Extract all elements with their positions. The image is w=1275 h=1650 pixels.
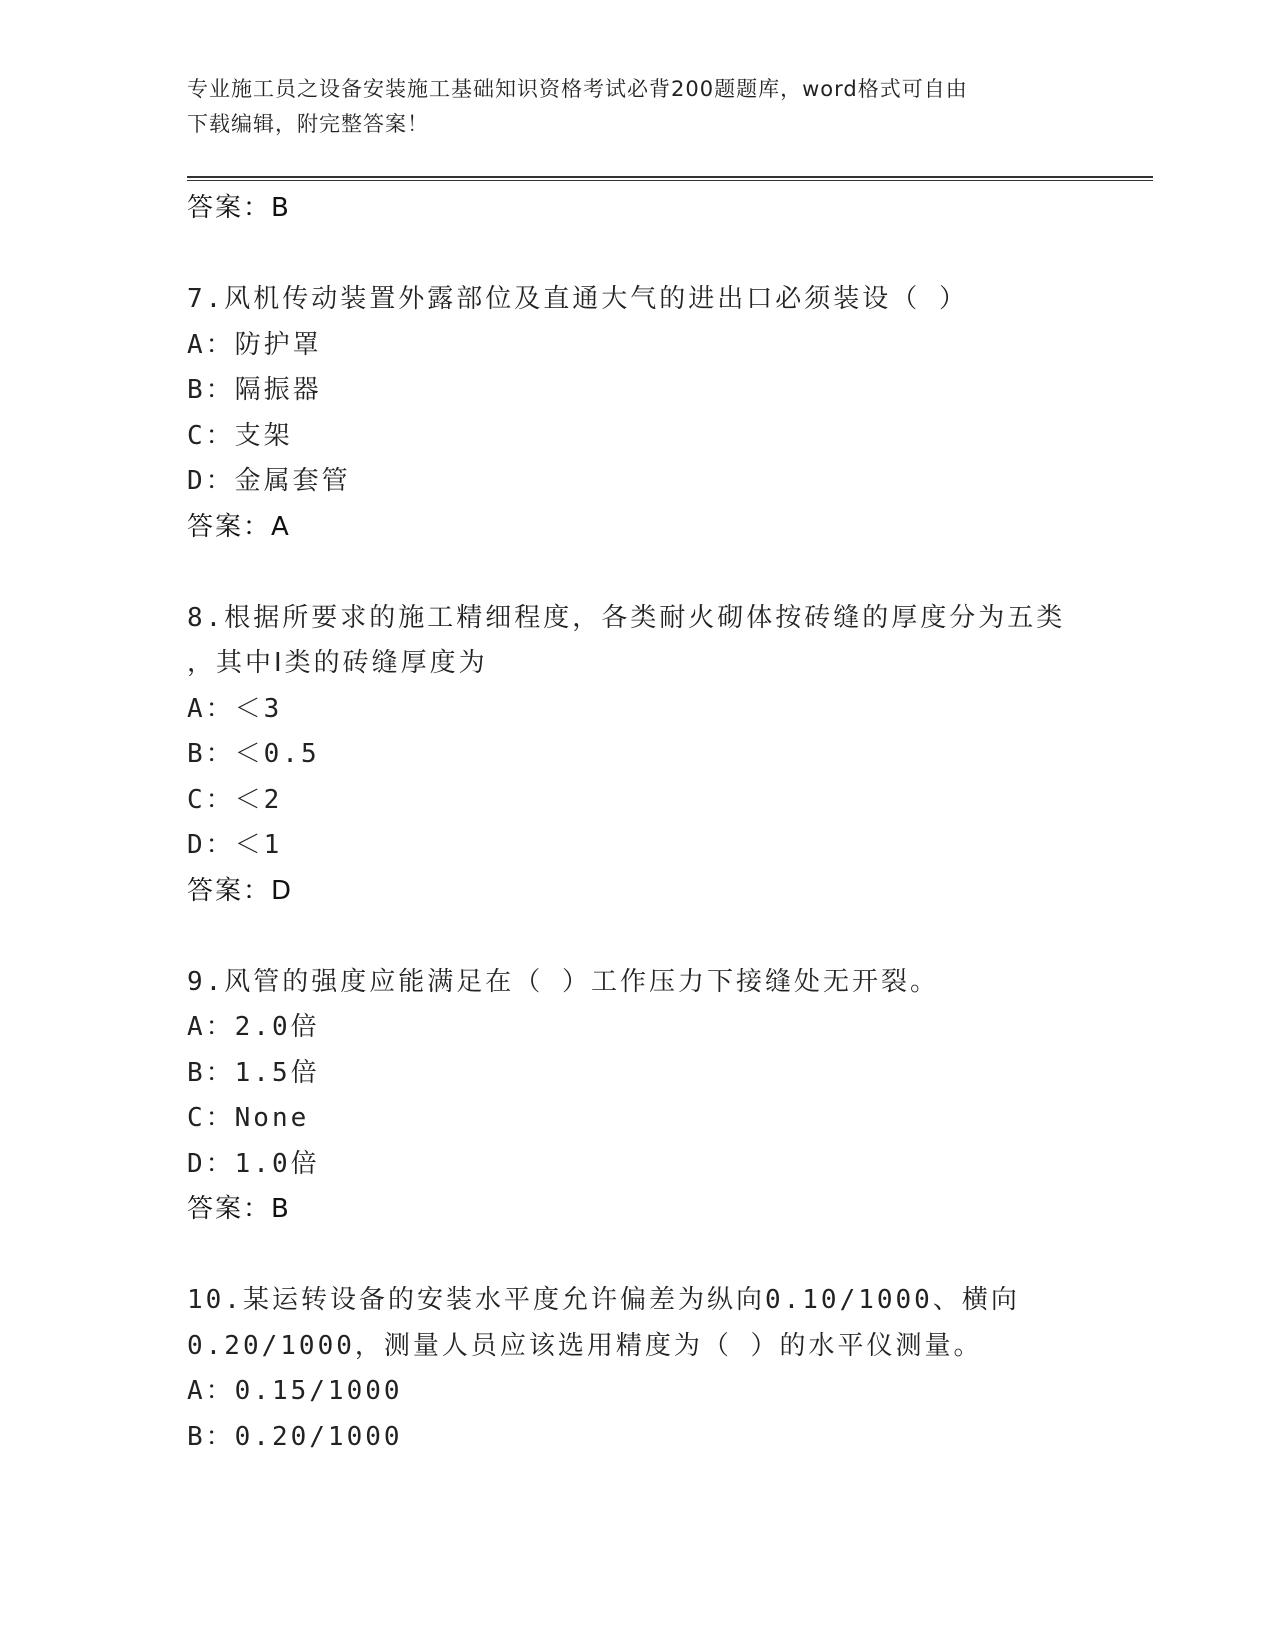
option-a: A：0.15/1000	[187, 1376, 403, 1406]
option-b: B：隔振器	[187, 375, 322, 405]
question-10	[187, 1278, 1087, 1460]
option-c: C：＜2	[187, 784, 283, 815]
document-header	[187, 72, 1067, 142]
question-stem: 8.根据所要求的施工精细程度，各类耐火砌体按砖缝的厚度分为五类	[187, 602, 1066, 633]
option-d: D：金属套管	[187, 466, 351, 496]
question-7	[187, 277, 1087, 550]
header-line-2: 下载编辑，附完整答案！	[187, 112, 429, 136]
option-b: B：0.20/1000	[187, 1421, 403, 1452]
question-9	[187, 960, 1087, 1233]
previous-answer: 答案：B	[187, 193, 291, 223]
option-a: A：2.0倍	[187, 1012, 320, 1042]
option-b: B：1.5倍	[187, 1057, 320, 1088]
option-a: A：防护罩	[187, 329, 322, 360]
answer-label: 答案：B	[187, 1194, 291, 1224]
header-line-1: 专业施工员之设备安装施工基础知识资格考试必背200题题库，word格式可自由	[187, 77, 968, 101]
answer-label: 答案：A	[187, 511, 291, 542]
spacer	[187, 550, 1087, 596]
option-c: C：支架	[187, 420, 293, 451]
option-b: B：＜0.5	[187, 739, 320, 769]
question-stem: 7.风机传动装置外露部位及直通大气的进出口必须装设（ ）	[187, 284, 968, 314]
option-d: D：1.0倍	[187, 1148, 320, 1179]
option-a: A：＜3	[187, 693, 283, 724]
header-divider	[187, 176, 1153, 181]
spacer	[187, 1233, 1087, 1279]
question-list	[187, 186, 1087, 1460]
question-stem-continued: ，其中Ⅰ类的砖缝厚度为	[187, 648, 488, 678]
question-stem: 9.风管的强度应能满足在（ ）工作压力下接缝处无开裂。	[187, 966, 939, 997]
spacer	[187, 232, 1087, 278]
option-d: D：＜1	[187, 830, 283, 860]
option-c: C：None	[187, 1103, 310, 1133]
answer-label: 答案：D	[187, 875, 294, 906]
question-8	[187, 596, 1087, 915]
spacer	[187, 914, 1087, 960]
question-stem-continued: 0.20/1000，测量人员应该选用精度为（ ）的水平仪测量。	[187, 1330, 983, 1361]
question-stem: 10.某运转设备的安装水平度允许偏差为纵向0.10/1000、横向	[187, 1285, 1020, 1315]
